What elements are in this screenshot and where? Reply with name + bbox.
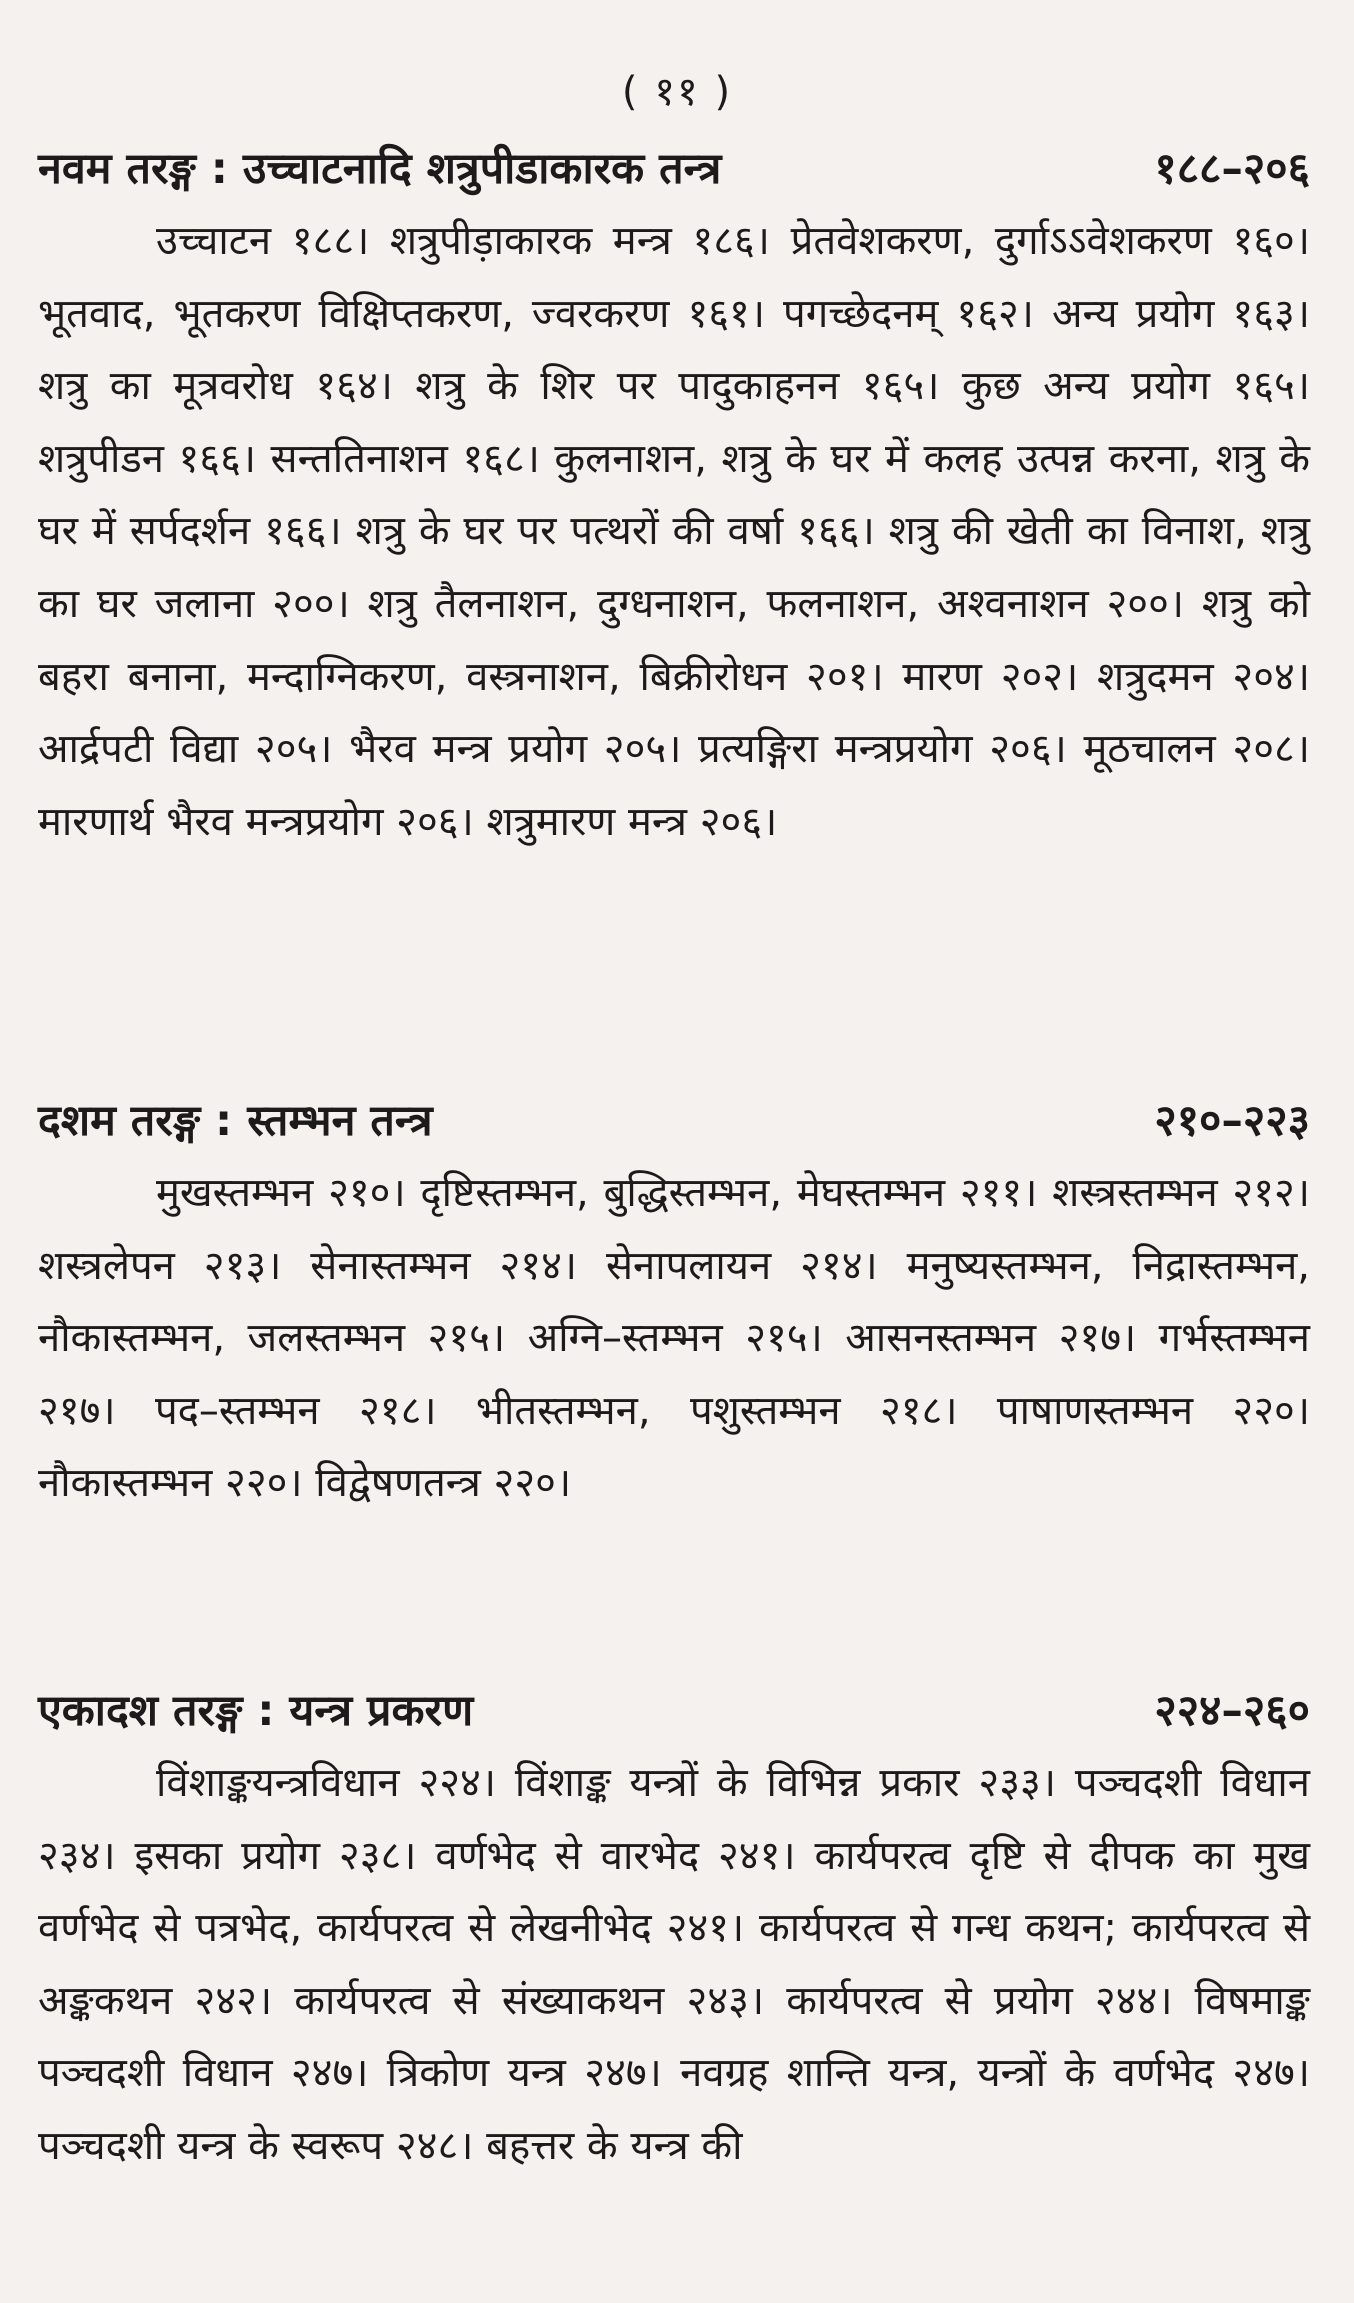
section-title: दशम तरङ्ग : स्तम्भन तन्त्र	[38, 1096, 433, 1146]
section-page-range: १८८–२०६	[1154, 144, 1310, 194]
section-heading	[38, 1085, 1310, 1157]
section-page-range: २१०–२२३	[1154, 1096, 1310, 1146]
section-dasham-tarang	[38, 1085, 1310, 1520]
section-navam-tarang	[38, 133, 1310, 858]
section-body: विंशाङ्कयन्त्रविधान २२४। विंशाङ्क यन्त्रों के विभिन्न प्रकार २३३। पञ्चदशी विधान २३४। इसका प्रयोग २३८। वर्णभेद से वारभेद २४१। कार्यपरत्व दृष्टि से दीपक का मुख वर्णभेद से पत्रभेद, कार्यपरत्व से लेखनीभेद २४१। कार्यपरत्व से गन्ध कथन; कार्यपरत्व से अङ्ककथन २४२। कार्यपरत्व से संख्याकथन २४३। कार्यपरत्व से प्रयोग २४४। विषमाङ्क पञ्चदशी विधान २४७। त्रिकोण यन्त्र २४७। नवग्रह शान्ति यन्त्र, यन्त्रों के वर्णभेद २४७। पञ्चदशी यन्त्र के स्वरूप २४८। बहत्तर के यन्त्र की	[38, 1760, 1310, 2169]
section-heading	[38, 1675, 1310, 1747]
section-title: नवम तरङ्ग : उच्चाटनादि शत्रुपीडाकारक तन्त्र	[38, 144, 722, 194]
section-title: एकादश तरङ्ग : यन्त्र प्रकरण	[38, 1686, 474, 1736]
section-page-range: २२४–२६०	[1154, 1686, 1310, 1736]
section-body: मुखस्तम्भन २१०। दृष्टिस्तम्भन, बुद्धिस्तम्भन, मेघस्तम्भन २११। शस्त्रस्तम्भन २१२। शस्त्रलेपन २१३। सेनास्तम्भन २१४। सेनापलायन २१४। मनुष्यस्तम्भन, निद्रास्तम्भन, नौकास्तम्भन, जलस्तम्भन २१५। अग्नि–स्तम्भन २१५। आसनस्तम्भन २१७। गर्भस्तम्भन २१७। पद–स्तम्भन २१८। भीतस्तम्भन, पशुस्तम्भन २१८। पाषाणस्तम्भन २२०। नौकास्तम्भन २२०। विद्वेषणतन्त्र २२०।	[38, 1170, 1310, 1507]
section-heading	[38, 133, 1310, 205]
page-number: ( ११ )	[621, 69, 733, 115]
section-body: उच्चाटन १८८। शत्रुपीड़ाकारक मन्त्र १८६। प्रेतवेशकरण, दुर्गाऽऽवेशकरण १६०। भूतवाद, भूतकरण विक्षिप्तकरण, ज्वरकरण १६१। पगच्छेदनम् १६२। अन्य प्रयोग १६३। शत्रु का मूत्रवरोध १६४। शत्रु के शिर पर पादुकाहनन १६५। कुछ अन्य प्रयोग १६५। शत्रुपीडन १६६। सन्ततिनाशन १६८। कुलनाशन, शत्रु के घर में कलह उत्पन्न करना, शत्रु के घर में सर्पदर्शन १६६। शत्रु के घर पर पत्थरों की वर्षा १६६। शत्रु की खेती का विनाश, शत्रु का घर जलाना २००। शत्रु तैलनाशन, दुग्धनाशन, फलनाशन, अश्वनाशन २००। शत्रु को बहरा बनाना, मन्दाग्निकरण, वस्त्रनाशन, बिक्रीरोधन २०१। मारण २०२। शत्रुदमन २०४। आर्द्रपटी विद्या २०५। भैरव मन्त्र प्रयोग २०५। प्रत्यङ्गिरा मन्त्रप्रयोग २०६। मूठचालन २०८। मारणार्थ भैरव मन्त्रप्रयोग २०६। शत्रुमारण मन्त्र २०६।	[38, 218, 1310, 845]
section-ekadash-tarang	[38, 1675, 1310, 2183]
